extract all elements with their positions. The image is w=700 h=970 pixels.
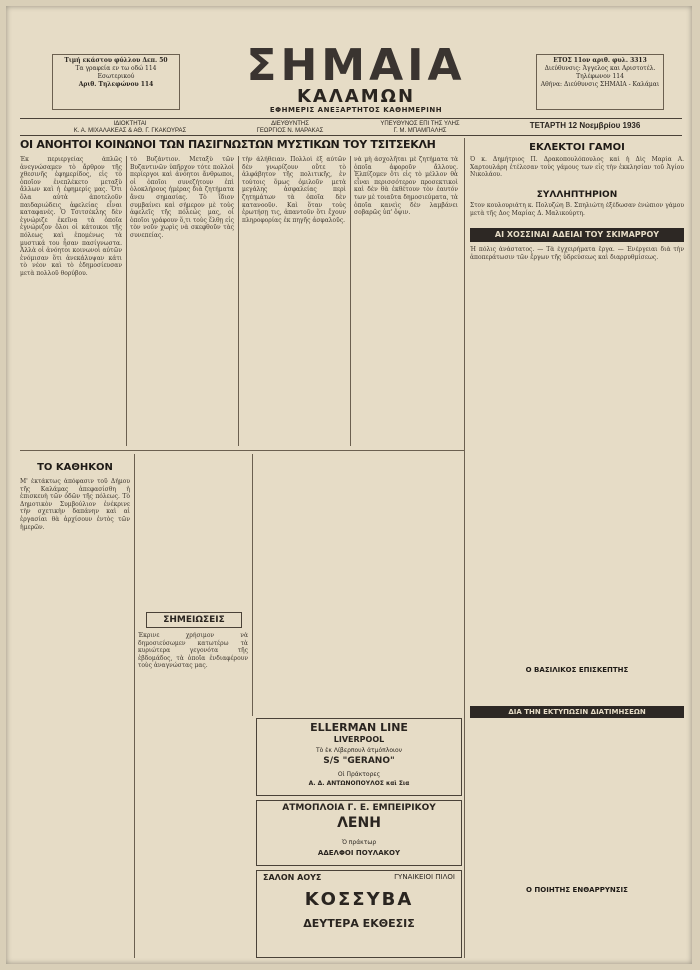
director-label: ΔΙΕΥΘΥΝΤΗΣ (271, 121, 309, 127)
arrest-title: ΣΥΛΛΗΠΤΗΡΙΟΝ (536, 190, 618, 200)
column-divider (134, 454, 135, 958)
notes-title: ΣΗΜΕΙΩΣΕΙΣ (163, 615, 225, 625)
price-line: Τιμή εκάστου φύλλου Δεπ. 50 (64, 57, 168, 64)
newspaper-title: ΣΗΜΑΙΑ (246, 40, 466, 91)
duty-text: Μ' ἐκτάκτως ἀπόφασιν τοῦ Δήμου τῆς Καλάμας ἀπεφασίσθη ἡ ἐπισκευὴ τῶν ὁδῶν τῆς πόλεως. Τὸ Δημοτικὸν Συμβούλιον ἐνέκρινε τὴν σχετικὴν δαπάνην καὶ αἱ ἐργασίαι θὰ ἀρχίσουν ἐντὸς τῶν ἡμερῶν. (20, 478, 130, 531)
athens-line: Αθήνα: Διεύθυνσις ΣΗΜΑΙΑ - Καλάμαι (540, 81, 660, 88)
editor-label: ΥΠΕΥΘΥΝΟΣ ΕΠΙ ΤΗΣ ΥΛΗΣ (380, 121, 460, 127)
arrest-text: Στον κουλουριάτη κ. Πολυζώη Β. Σπηλιώτη ἐξέδωσαν ἐνώπιον γάμου μετὰ τῆς Δος Μαρίας Δ. Μαλικούρτη. (470, 202, 684, 217)
column-divider (350, 156, 351, 446)
lead-column-4: νὰ μὴ ἀσχολῆται μὲ ζητήματα τὰ ὁποῖα ἀφοροῦν ἄλλους. Ἐλπίζομεν ὅτι εἰς τὸ μέλλον θὰ εἶναι περισσότερον προσεκτικοὶ καὶ δὲν θὰ ἐκθέτουν τὸν ἑαυτόν των μὲ τοιαῦτα δημοσιεύματα, τὰ ὁποῖα κανεὶς δὲν λαμβάνει σοβαρῶς ὑπ' ὄψιν. (354, 156, 458, 217)
empeirikos-ship: ΛΕΝΗ (337, 815, 381, 831)
column-divider (126, 156, 127, 446)
newspaper-tagline: ΕΦΗΜΕΡΙΣ ΑΝΕΞΑΡΤΗΤΟΣ ΚΑΘΗΜΕΡΙΝΗ (269, 106, 443, 114)
lead-column-3: τὴν ἀλήθειαν. Πολλοὶ ἐξ αὐτῶν δὲν γνωρίζουν οὔτε τὸ ἀλφάβητον τῆς πολιτικῆς, ἐν τούτοις ὅμως ὁμιλοῦν μετὰ μεγάλης ἀσφαλείας περὶ ζητημάτων τὰ ὁποῖα δὲν κατανοοῦν. Καὶ ὅταν τοὺς ἐρωτήσῃ τις, ἀπαντοῦν ὅτι ἔχουν πληροφορίας ἐκ πηγῆς ἀσφαλοῦς. (242, 156, 346, 224)
price-listing-banner: ΔΙΑ ΤΗΝ ΕΚΤΥΠΩΣΙΝ ΔΙΑΤΙΜΗΣΕΩΝ (470, 706, 684, 718)
kossyva-exhibition: ΔΕΥΤΕΡΑ ΕΚΘΕΣΙΣ (303, 917, 415, 930)
address-line: Διεύθυνσις: Άγγελος και Αριστοτέλ. (544, 65, 656, 72)
ellerman-agents-label: Οἱ Πράκτορες (337, 771, 381, 778)
notes-title-box (146, 612, 242, 628)
empeirikos-agent: ΑΔΕΛΦΟΙ ΠΟΥΛΑΚΟΥ (317, 849, 401, 857)
duty-title: ΤΟ ΚΑΘΗΚΟΝ (37, 462, 113, 473)
lead-column-1: Ἐκ περιεργείας ἁπλῶς ἀνεγνώσαμεν τὸ ἄρθρον τῆς χθεσινῆς ἐφημερίδος, εἰς τὸ ὁποῖον ἐνεπλέκετο μεταξὺ ἄλλων καὶ ἡ ἐφημερίς μας. Ὅτι ὅλα αὐτὰ ἀποτελοῦν παιδαριώδεις ἀφελείας εἶναι καταφανές. Ὁ Τσιτσέκλης δὲν ἐγνώριζε ἐκεῖνα τὰ ὁποῖα ἐγνώριζον ὅλοι οἱ κάτοικοι τῆς πόλεως καὶ ἐπομένως τὰ μυστικά του ἦσαν πασίγνωστα. Ἀλλὰ οἱ ἀνόητοι κοινωνοὶ αὐτῶν ἐνόμισαν ὅτι ἀνεκάλυψαν κάτι τὸ νέον καὶ τὸ ἐδημοσίευσαν μετὰ πολλοῦ θορύβου. (20, 156, 122, 277)
ellerman-city: LIVERPOOL (333, 735, 385, 744)
weddings-text: Ὁ κ. Δημήτριος Π. Δρακοπουλόπουλος καὶ ἡ Δὶς Μαρία Α. Χαρτουλάρη ἐτέλεσαν τοὺς γάμους των εἰς τὴν ἐκκλησίαν τοῦ Ἁγίου Νικολάου. (470, 156, 684, 179)
column-divider (238, 156, 239, 446)
masthead (201, 40, 511, 114)
price-info-box (52, 54, 180, 110)
ellerman-line-ad (256, 718, 462, 796)
ellerman-intro: Τὸ ἐκ Λίβερπουλ ἀτμόπλοιον (315, 747, 403, 754)
office-line: Τα γραφεία εν τω οδώ 114 (75, 65, 157, 72)
kossyva-ad (256, 870, 462, 958)
empeirikos-title: ΑΤΜΟΠΛΟΙΑ Γ. Ε. ΕΜΠΕΙΡΙΚΟΥ (282, 803, 436, 813)
telephone-line: Τηλέφωνον 114 (576, 73, 624, 80)
royal-visitor-title: Ο ΒΑΣΙΛΙΚΟΣ ΕΠΙΣΚΕΠΤΗΣ (525, 666, 629, 674)
issue-date: ΤΕΤΑΡΤΗ 12 Νοεμβρίου 1936 (529, 121, 641, 130)
owners-label: ΙΔΙΟΚΤΗΤΑΙ (113, 121, 147, 127)
editor-name: Γ. Μ. ΜΠΑΜΠΑΛΗΣ (393, 128, 447, 134)
lead-headline: ΟΙ ΑΝΟΗΤΟΙ ΚΟΙΝΩΝΟΙ ΤΩΝ ΠΑΣΙΓΝΩΣΤΩΝ ΜΥΣΤΙΚΩΝ ΤΟΥ ΤΣΙΤΣΕΚΛΗ (20, 138, 436, 151)
kossyva-name: ΚΟΣΣΥΒΑ (304, 889, 414, 910)
owners-names: Κ. Α. ΜΙΧΑΛΑΚΕΑΣ & ΑΘ. Γ. ΓΚΑΚΟΥΡΑΣ (73, 128, 187, 134)
ellerman-title: ELLERMAN LINE (310, 721, 408, 734)
empeirikos-ad (256, 800, 462, 866)
ellerman-agents: Α. Δ. ΑΝΤΩΝΟΠΟΥΛΟΣ καὶ Σια (308, 780, 410, 787)
skimarros-text: Ἡ πόλις ἀνάστατος. — Τὰ ἐγχειρήματα ἔργα. — Ἐνέργειαι διὰ τὴν ἀποπεράτωσιν τῶν ἔργων τῆς ὑδρεύσεως καὶ διαρρυθμίσεως. (470, 246, 684, 261)
section-divider (20, 450, 464, 451)
issue-line: ΕΤΟΣ 11ον αριθ. φυλ. 3313 (553, 57, 647, 64)
kossyva-salon: ΣΑΛΟΝ ΑΟΥΣ (263, 873, 322, 882)
poet-title: Ο ΠΟΙΗΤΗΣ ΕΝΘΑΡΡΥΝΣΙΣ (526, 886, 628, 894)
newspaper-page (6, 6, 692, 964)
weddings-title: ΕΚΛΕΚΤΟΙ ΓΑΜΟΙ (529, 142, 625, 153)
ellerman-ship: S/S "GERANO" (323, 756, 395, 766)
column-divider (464, 138, 465, 958)
column-divider (252, 454, 253, 716)
kossyva-hats: ΓΥΝΑΙΚΕΙΟΙ ΠΙΛΟΙ (394, 873, 455, 881)
newspaper-city: ΚΑΛΑΜΩΝ (296, 86, 416, 107)
skimarros-banner: ΑΙ ΧΟΣΣΙΝΑΙ ΑΔΕΙΑΙ ΤΟΥ ΣΚΙΜΑΡΡΟΥ (470, 228, 684, 242)
issue-info-box (536, 54, 664, 110)
empeirikos-agent-label: Ὁ πράκτωρ (341, 839, 377, 846)
staff-info-bar (20, 118, 682, 136)
notes-text: Ἐκρινε χρήσιμον νὰ δημοσιεύσωμεν κατωτέρω τὰ κυριώτερα γεγονότα τῆς ἑβδομάδος, τὰ ὁποῖα ἐνδιαφέρουν τοὺς ἀναγνώστας μας. (138, 632, 248, 670)
domestic-line: Εσωτερικού (97, 73, 135, 80)
lead-column-2: τὸ Βυζάντιον. Μεταξὺ τῶν Βυζαντινῶν ὑπῆρχον τότε πολλοὶ περίεργοι καὶ ἀνόητοι ἄνθρωποι, οἱ ὁποῖοι συνεζήτουν ἐπὶ ὁλοκλήρους ἡμέρας διὰ ζητήματα ἄνευ σημασίας. Τὸ ἴδιον συμβαίνει καὶ σήμερον μὲ τοὺς ἀφελεῖς τῆς πόλεώς μας, οἱ ὁποῖοι γράφουν ὅ,τι τοὺς ἔλθῃ εἰς τὸν νοῦν χωρὶς νὰ σκεφθοῦν τὰς συνεπείας. (130, 156, 234, 239)
phone-line: Αριθ. Τηλεφώνου 114 (78, 81, 154, 88)
director-name: ΓΕΩΡΓΙΟΣ Ν. ΜΑΡΑΚΑΣ (256, 128, 324, 134)
